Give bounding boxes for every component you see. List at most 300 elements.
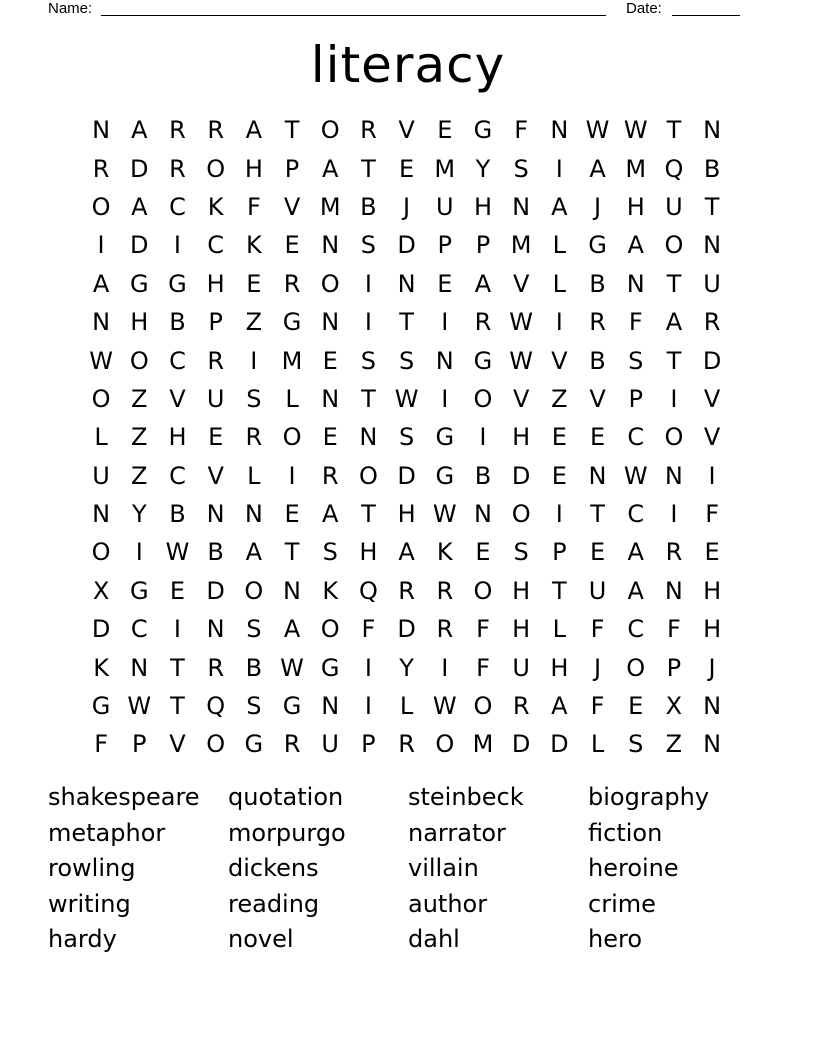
grid-cell: P xyxy=(284,154,300,183)
grid-cell: R xyxy=(92,154,110,183)
grid-row xyxy=(82,188,742,226)
word-list-item: heroine xyxy=(588,854,679,882)
grid-cell: C xyxy=(207,231,225,260)
grid-cell: N xyxy=(206,500,225,529)
grid-cell: Y xyxy=(475,154,491,183)
grid-cell: U xyxy=(321,730,339,759)
grid-cell: Z xyxy=(131,423,148,452)
letter-grid xyxy=(82,111,742,764)
grid-cell: S xyxy=(398,423,415,452)
grid-cell: Z xyxy=(131,461,148,490)
grid-cell: D xyxy=(550,730,569,759)
grid-cell: W xyxy=(89,346,113,375)
grid-cell: O xyxy=(626,653,646,682)
grid-cell: D xyxy=(130,231,149,260)
word-list-item: crime xyxy=(588,889,656,918)
grid-cell: A xyxy=(131,192,148,221)
grid-cell: N xyxy=(92,308,111,337)
grid-cell: H xyxy=(473,192,492,221)
grid-cell: S xyxy=(628,346,644,375)
grid-cell: O xyxy=(435,730,455,759)
grid-cell: C xyxy=(627,615,645,644)
grid-cell: E xyxy=(437,269,453,298)
grid-cell: L xyxy=(590,730,605,759)
grid-cell: O xyxy=(282,423,302,452)
grid-cell: U xyxy=(435,192,454,221)
grid-row xyxy=(82,495,742,533)
word-list-item: hero xyxy=(588,925,642,953)
grid-cell: A xyxy=(627,231,644,260)
grid-row xyxy=(82,341,742,379)
grid-cell: Z xyxy=(245,308,263,337)
grid-cell: D xyxy=(91,615,111,644)
grid-cell: R xyxy=(283,269,301,298)
grid-cell: T xyxy=(552,576,567,605)
grid-cell: N xyxy=(550,116,569,145)
grid-cell: N xyxy=(703,692,722,721)
grid-cell: F xyxy=(590,692,605,721)
grid-cell: G xyxy=(282,308,302,337)
grid-cell: T xyxy=(284,116,300,145)
grid-cell: U xyxy=(703,269,721,298)
grid-cell: N xyxy=(703,231,722,260)
grid-cell: N xyxy=(283,576,301,605)
grid-cell: L xyxy=(247,461,261,490)
grid-cell: W xyxy=(432,500,457,529)
grid-cell: I xyxy=(173,615,181,644)
grid-cell: H xyxy=(168,423,187,452)
grid-cell: O xyxy=(129,346,149,375)
grid-row xyxy=(82,572,742,610)
grid-cell: N xyxy=(92,500,111,529)
grid-cell: P xyxy=(132,730,147,759)
grid-cell: P xyxy=(437,231,453,260)
grid-cell: N xyxy=(244,500,263,529)
grid-cell: R xyxy=(283,730,301,759)
grid-cell: A xyxy=(283,615,301,644)
grid-cell: M xyxy=(510,231,532,260)
grid-cell: D xyxy=(397,231,416,260)
date-label: Date: xyxy=(626,0,662,17)
grid-cell: R xyxy=(589,308,606,337)
grid-cell: N xyxy=(512,192,531,221)
grid-cell: S xyxy=(398,346,415,375)
grid-cell: S xyxy=(246,692,262,721)
grid-cell: H xyxy=(550,653,569,682)
word-list-item: steinbeck xyxy=(408,783,524,811)
grid-cell: C xyxy=(130,615,148,644)
grid-cell: A xyxy=(627,538,644,567)
grid-cell: F xyxy=(476,615,490,644)
grid-cell: S xyxy=(360,346,377,375)
grid-cell: H xyxy=(512,423,531,452)
word-list-item: novel xyxy=(228,925,294,953)
grid-cell: U xyxy=(512,653,530,682)
grid-cell: G xyxy=(320,653,340,682)
grid-cell: B xyxy=(169,308,186,337)
grid-cell: M xyxy=(434,154,456,183)
grid-cell: B xyxy=(474,461,492,490)
grid-cell: I xyxy=(173,231,181,260)
grid-cell: V xyxy=(283,192,301,221)
grid-cell: D xyxy=(397,461,416,490)
grid-cell: S xyxy=(513,538,529,567)
grid-cell: W xyxy=(623,116,648,145)
word-list-item: biography xyxy=(588,783,710,811)
word-list-item: rowling xyxy=(48,854,136,882)
grid-cell: J xyxy=(403,192,411,221)
grid-cell: L xyxy=(552,231,567,260)
grid-cell: G xyxy=(473,116,493,145)
grid-cell: F xyxy=(246,192,261,221)
grid-cell: E xyxy=(246,269,262,298)
word-list-item: dahl xyxy=(408,925,460,953)
grid-cell: I xyxy=(708,461,716,490)
grid-cell: H xyxy=(703,576,722,605)
grid-cell: Y xyxy=(399,653,414,682)
grid-cell: S xyxy=(513,154,529,183)
grid-cell: C xyxy=(627,500,645,529)
grid-cell: A xyxy=(551,692,568,721)
grid-cell: N xyxy=(664,461,683,490)
grid-cell: L xyxy=(552,615,567,644)
grid-cell: U xyxy=(665,192,683,221)
grid-cell: O xyxy=(91,192,111,221)
grid-cell: P xyxy=(628,384,643,413)
grid-cell: B xyxy=(589,346,606,375)
grid-cell: I xyxy=(441,384,449,413)
grid-cell: J xyxy=(593,192,602,221)
grid-cell: I xyxy=(364,308,372,337)
grid-cell: N xyxy=(206,615,225,644)
grid-cell: E xyxy=(284,500,300,529)
word-list-item: writing xyxy=(48,889,131,918)
grid-cell: D xyxy=(702,346,722,375)
grid-cell: N xyxy=(473,500,492,529)
grid-cell: G xyxy=(282,692,302,721)
grid-cell: W xyxy=(509,346,534,375)
grid-row xyxy=(82,265,742,303)
grid-cell: A xyxy=(322,500,339,529)
grid-cell: O xyxy=(320,269,340,298)
grid-cell: O xyxy=(664,423,684,452)
grid-cell: I xyxy=(364,692,372,721)
grid-cell: R xyxy=(703,308,721,337)
grid-cell: R xyxy=(245,423,263,452)
grid-cell: A xyxy=(92,269,110,298)
grid-cell: N xyxy=(92,116,111,145)
grid-cell: Z xyxy=(131,384,148,413)
grid-cell: V xyxy=(169,384,186,413)
grid-cell: A xyxy=(322,154,339,183)
grid-cell: G xyxy=(435,461,455,490)
grid-cell: T xyxy=(666,116,682,145)
word-list-item: hardy xyxy=(48,925,117,953)
grid-cell: D xyxy=(511,730,531,759)
grid-cell: A xyxy=(474,269,492,298)
grid-cell: I xyxy=(441,653,449,682)
grid-cell: L xyxy=(552,269,567,298)
grid-cell: K xyxy=(245,231,262,260)
grid-cell: H xyxy=(206,269,225,298)
grid-cell: E xyxy=(322,346,338,375)
word-list-item: metaphor xyxy=(48,818,166,847)
grid-cell: V xyxy=(703,423,721,452)
grid-cell: V xyxy=(589,384,606,413)
grid-cell: K xyxy=(436,538,453,567)
grid-cell: V xyxy=(512,269,530,298)
grid-cell: L xyxy=(285,384,299,413)
grid-cell: K xyxy=(207,192,224,221)
grid-cell: N xyxy=(359,423,378,452)
grid-cell: A xyxy=(665,308,683,337)
grid-row xyxy=(82,610,742,648)
grid-cell: B xyxy=(207,538,224,567)
grid-cell: F xyxy=(667,615,681,644)
grid-cell: T xyxy=(170,653,185,682)
grid-cell: M xyxy=(319,192,341,221)
grid-cell: G xyxy=(473,346,493,375)
grid-cell: X xyxy=(92,576,110,605)
grid-cell: O xyxy=(206,154,226,183)
grid-cell: O xyxy=(244,576,264,605)
grid-cell: O xyxy=(320,615,340,644)
grid-cell: N xyxy=(321,692,340,721)
grid-cell: B xyxy=(360,192,377,221)
grid-cell: I xyxy=(250,346,258,375)
grid-cell: C xyxy=(169,192,186,221)
grid-cell: E xyxy=(437,116,453,145)
grid-cell: E xyxy=(208,423,224,452)
grid-cell: B xyxy=(245,653,263,682)
grid-cell: O xyxy=(320,116,340,145)
grid-cell: P xyxy=(666,653,682,682)
grid-cell: S xyxy=(246,384,262,413)
grid-row xyxy=(82,457,742,495)
grid-cell: Z xyxy=(551,384,568,413)
grid-cell: I xyxy=(441,308,449,337)
grid-cell: H xyxy=(397,500,416,529)
grid-cell: G xyxy=(435,423,455,452)
grid-cell: I xyxy=(135,538,143,567)
grid-cell: E xyxy=(704,538,720,567)
grid-cell: R xyxy=(207,116,224,145)
word-list-item: reading xyxy=(228,889,320,918)
grid-cell: P xyxy=(552,538,567,567)
grid-cell: Z xyxy=(665,730,683,759)
grid-cell: G xyxy=(168,269,187,298)
grid-cell: S xyxy=(322,538,338,567)
grid-row xyxy=(82,149,742,187)
grid-cell: J xyxy=(593,653,602,682)
grid-cell: O xyxy=(91,384,111,413)
grid-cell: L xyxy=(94,423,108,452)
grid-cell: E xyxy=(589,423,606,452)
grid-cell: U xyxy=(588,576,607,605)
word-list-item: villain xyxy=(408,854,479,882)
grid-cell: E xyxy=(589,538,606,567)
grid-row xyxy=(82,303,742,341)
grid-row xyxy=(82,380,742,418)
grid-cell: I xyxy=(555,500,563,529)
grid-cell: K xyxy=(93,653,109,682)
grid-cell: T xyxy=(399,308,414,337)
grid-cell: H xyxy=(130,308,149,337)
word-list-item: author xyxy=(408,889,488,918)
word-list xyxy=(48,780,768,958)
grid-cell: E xyxy=(169,576,186,605)
grid-cell: T xyxy=(704,192,720,221)
grid-cell: I xyxy=(364,653,372,682)
grid-cell: U xyxy=(206,384,225,413)
grid-cell: O xyxy=(473,692,493,721)
grid-cell: N xyxy=(130,653,149,682)
grid-cell: D xyxy=(206,576,225,605)
grid-cell: R xyxy=(360,116,377,145)
grid-cell: N xyxy=(626,269,645,298)
word-list-item: shakespeare xyxy=(48,783,200,811)
grid-cell: N xyxy=(321,308,340,337)
grid-cell: F xyxy=(361,615,376,644)
grid-cell: G xyxy=(588,231,607,260)
grid-cell: F xyxy=(705,500,719,529)
grid-cell: R xyxy=(436,576,454,605)
grid-row xyxy=(82,533,742,571)
grid-cell: U xyxy=(92,461,110,490)
grid-cell: Q xyxy=(664,154,684,183)
grid-cell: M xyxy=(625,154,647,183)
grid-cell: F xyxy=(476,653,490,682)
date-line xyxy=(672,15,740,16)
grid-cell: T xyxy=(361,500,376,529)
grid-cell: R xyxy=(207,653,224,682)
grid-row xyxy=(82,725,742,763)
grid-cell: B xyxy=(169,500,186,529)
grid-cell: O xyxy=(206,730,226,759)
grid-cell: P xyxy=(208,308,223,337)
grid-cell: V xyxy=(398,116,415,145)
grid-cell: K xyxy=(322,576,339,605)
grid-cell: V xyxy=(512,384,530,413)
grid-cell: T xyxy=(170,692,185,721)
grid-cell: H xyxy=(244,154,263,183)
grid-cell: J xyxy=(708,653,716,682)
grid-cell: W xyxy=(509,308,534,337)
grid-cell: V xyxy=(551,346,568,375)
grid-cell: W xyxy=(585,116,610,145)
grid-row xyxy=(82,687,742,725)
grid-cell: I xyxy=(670,384,678,413)
grid-cell: A xyxy=(245,116,263,145)
grid-cell: F xyxy=(514,116,529,145)
grid-cell: G xyxy=(244,730,264,759)
grid-cell: R xyxy=(169,116,186,145)
grid-cell: C xyxy=(627,423,645,452)
grid-cell: I xyxy=(97,231,105,260)
grid-cell: B xyxy=(703,154,721,183)
grid-cell: H xyxy=(359,538,378,567)
grid-cell: T xyxy=(361,154,376,183)
grid-cell: N xyxy=(703,730,722,759)
grid-cell: A xyxy=(398,538,415,567)
grid-cell: Q xyxy=(206,692,226,721)
grid-cell: A xyxy=(245,538,263,567)
grid-cell: I xyxy=(670,500,678,529)
grid-cell: H xyxy=(626,192,645,221)
grid-cell: T xyxy=(666,346,682,375)
grid-cell: I xyxy=(555,308,563,337)
grid-cell: R xyxy=(207,346,224,375)
grid-cell: W xyxy=(280,653,304,682)
grid-cell: R xyxy=(665,538,683,567)
grid-cell: R xyxy=(512,692,530,721)
grid-cell: S xyxy=(246,615,262,644)
grid-cell: A xyxy=(627,576,644,605)
grid-cell: S xyxy=(360,231,377,260)
grid-cell: G xyxy=(129,269,149,298)
grid-cell: G xyxy=(129,576,149,605)
grid-cell: N xyxy=(397,269,416,298)
grid-cell: O xyxy=(511,500,531,529)
name-line xyxy=(101,15,606,16)
grid-cell: Y xyxy=(131,500,147,529)
grid-cell: H xyxy=(512,615,531,644)
grid-cell: F xyxy=(628,308,643,337)
grid-cell: E xyxy=(284,231,300,260)
grid-cell: O xyxy=(91,538,111,567)
grid-cell: P xyxy=(475,231,491,260)
grid-cell: O xyxy=(473,576,493,605)
grid-cell: H xyxy=(512,576,531,605)
grid-cell: M xyxy=(472,730,494,759)
word-list-item: quotation xyxy=(228,783,344,811)
grid-cell: A xyxy=(589,154,606,183)
grid-cell: C xyxy=(169,346,186,375)
grid-cell: T xyxy=(284,538,300,567)
grid-cell: I xyxy=(364,269,372,298)
grid-cell: N xyxy=(321,231,340,260)
grid-cell: N xyxy=(703,116,722,145)
name-label: Name: xyxy=(48,0,93,17)
grid-cell: R xyxy=(321,461,339,490)
grid-cell: V xyxy=(207,461,224,490)
grid-cell: R xyxy=(398,730,415,759)
grid-cell: X xyxy=(665,692,683,721)
grid-row xyxy=(82,226,742,264)
grid-cell: O xyxy=(358,461,378,490)
grid-cell: E xyxy=(628,692,644,721)
grid-cell: R xyxy=(398,576,415,605)
grid-cell: G xyxy=(91,692,111,721)
grid-cell: M xyxy=(281,346,303,375)
grid-cell: O xyxy=(664,231,684,260)
grid-cell: N xyxy=(321,384,340,413)
grid-cell: N xyxy=(435,346,454,375)
grid-cell: D xyxy=(130,154,149,183)
word-list-item: narrator xyxy=(408,818,506,847)
grid-row xyxy=(82,111,742,149)
grid-cell: V xyxy=(169,730,186,759)
grid-cell: T xyxy=(361,384,376,413)
grid-cell: H xyxy=(703,615,722,644)
grid-cell: E xyxy=(399,154,415,183)
grid-cell: A xyxy=(551,192,568,221)
grid-cell: W xyxy=(432,692,457,721)
grid-row xyxy=(82,418,742,456)
grid-cell: P xyxy=(361,730,376,759)
grid-cell: T xyxy=(666,269,682,298)
grid-cell: D xyxy=(511,461,531,490)
